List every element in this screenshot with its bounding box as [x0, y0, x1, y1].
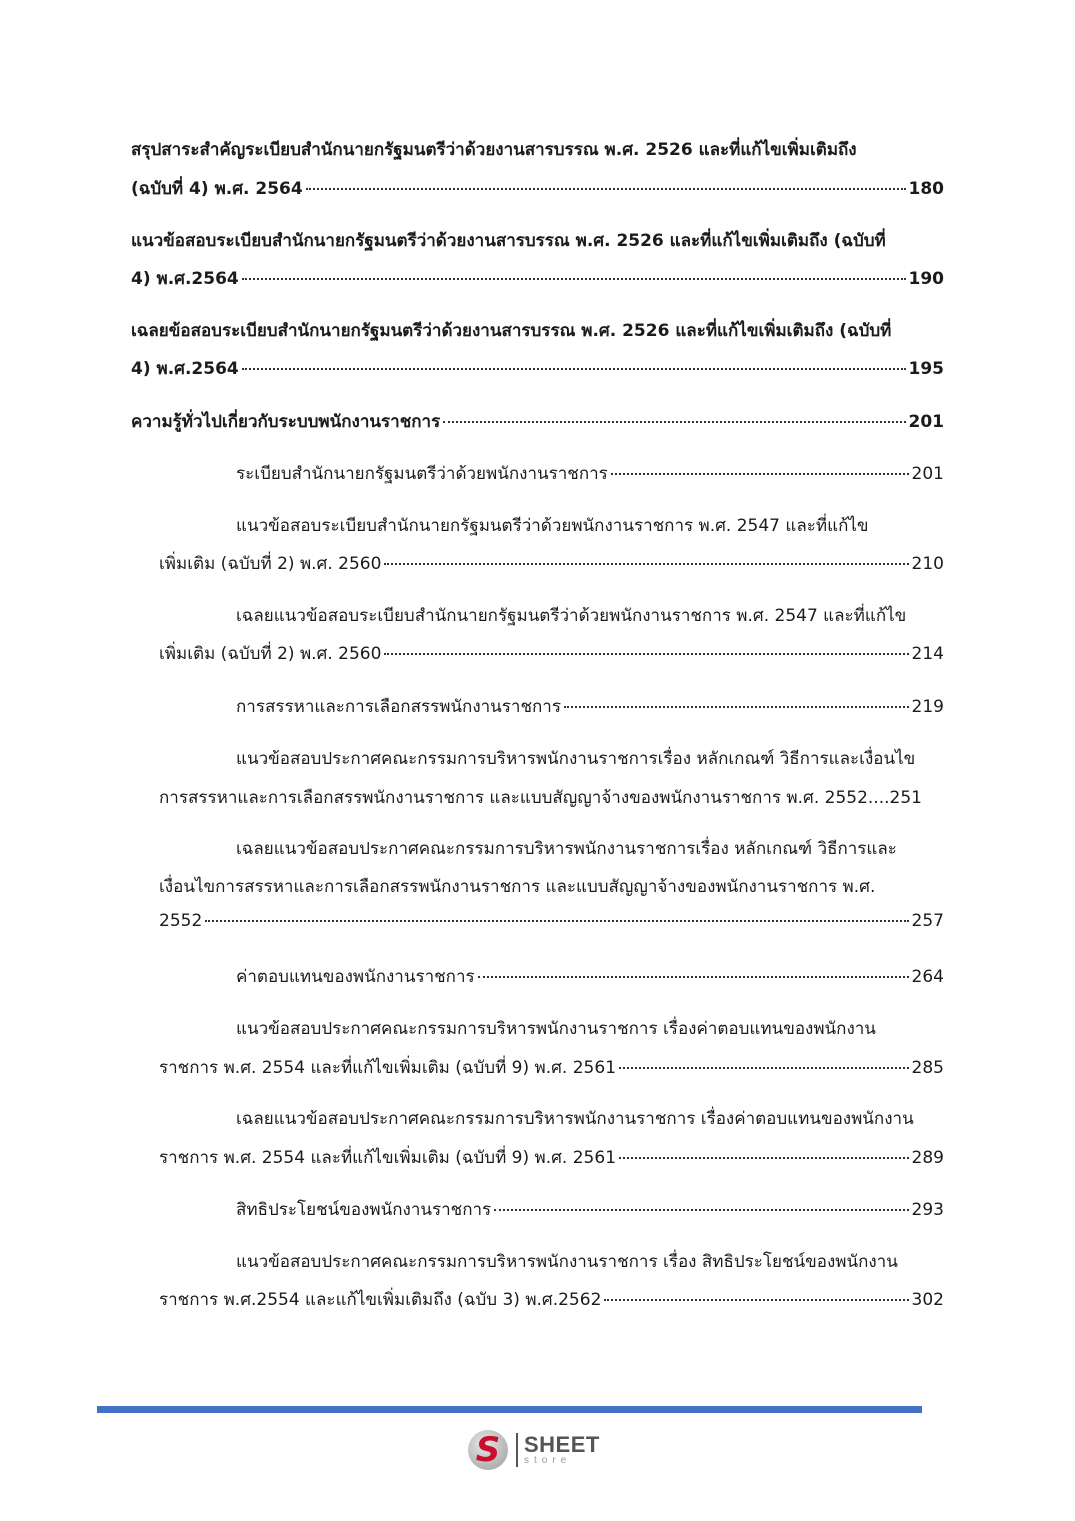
dot-leader — [384, 563, 908, 565]
toc-entry-title: สิทธิประโยชน์ของพนักงานราชการ — [236, 1200, 492, 1220]
toc-entry-leader-line — [159, 550, 944, 577]
toc-entry-leader-line — [159, 911, 944, 931]
logo-wordmark — [524, 1434, 600, 1466]
toc-entry-leader-line — [236, 1196, 944, 1223]
toc-page-number: 219 — [911, 697, 944, 717]
toc-entry-title: เฉลยแนวข้อสอบประกาศคณะกรรมการบริหารพนักงานราชการ เรื่องค่าตอบแทนของพนักงาน — [236, 1109, 914, 1129]
toc-entry-leader-line — [159, 1144, 944, 1171]
dot-leader — [242, 278, 906, 280]
toc-entry-title: การสรรหาและการเลือกสรรพนักงานราชการ — [236, 697, 561, 717]
toc-entry-leader-line — [159, 640, 944, 667]
toc-entry-title-cont: (ฉบับที่ 4) พ.ศ. 2564 — [131, 179, 303, 199]
toc-page-number: 210 — [911, 554, 944, 574]
dot-leader — [205, 920, 908, 922]
toc-page-number: 302 — [911, 1290, 944, 1310]
toc-page-number: 285 — [911, 1058, 944, 1078]
toc-entry-title-cont: เพิ่มเติม (ฉบับที่ 2) พ.ศ. 2560 — [159, 554, 382, 574]
toc-entry-title: แนวข้อสอบระเบียบสำนักนายกรัฐมนตรีว่าด้วยงานสารบรรณ พ.ศ. 2526 และที่แก้ไขเพิ่มเติมถึง (ฉบับที่ — [131, 231, 886, 251]
toc-entry-leader-line — [236, 460, 944, 487]
toc-entry-title: แนวข้อสอบประกาศคณะกรรมการบริหารพนักงานราชการเรื่อง หลักเกณฑ์ วิธีการและเงื่อนไข — [236, 749, 916, 769]
dot-leader — [242, 368, 906, 370]
toc-page-number: 190 — [908, 269, 944, 289]
toc-entry-leader-line — [236, 963, 944, 990]
sheet-store-logo — [468, 1428, 600, 1472]
toc-entry-title-cont: เพิ่มเติม (ฉบับที่ 2) พ.ศ. 2560 — [159, 644, 382, 664]
toc-entry-leader-line — [131, 355, 944, 382]
footer-divider — [97, 1406, 922, 1413]
toc-page-number: 195 — [908, 359, 944, 379]
dot-leader — [619, 1067, 909, 1069]
toc-entry-title: สรุปสาระสำคัญระเบียบสำนักนายกรัฐมนตรีว่าด้วยงานสารบรรณ พ.ศ. 2526 และที่แก้ไขเพิ่มเติมถึง — [131, 140, 857, 160]
toc-page-number: 251 — [889, 788, 922, 808]
toc-entry-title: แนวข้อสอบระเบียบสำนักนายกรัฐมนตรีว่าด้วยพนักงานราชการ พ.ศ. 2547 และที่แก้ไข — [236, 516, 869, 536]
dot-leader — [443, 421, 905, 423]
dot-leader — [564, 706, 909, 708]
dot-leader — [611, 473, 909, 475]
toc-entry-title: แนวข้อสอบประกาศคณะกรรมการบริหารพนักงานราชการ เรื่อง สิทธิประโยชน์ของพนักงาน — [236, 1252, 898, 1272]
toc-entry-title-cont: ราชการ พ.ศ. 2554 และที่แก้ไขเพิ่มเติม (ฉบับที่ 9) พ.ศ. 2561 — [159, 1058, 617, 1078]
toc-entry-leader-line — [159, 784, 944, 811]
toc-entry-title: แนวข้อสอบประกาศคณะกรรมการบริหารพนักงานราชการ เรื่องค่าตอบแทนของพนักงาน — [236, 1019, 876, 1039]
toc-page-number: 289 — [911, 1148, 944, 1168]
logo-s-icon: S — [468, 1430, 508, 1470]
toc-entry-title-cont: ราชการ พ.ศ. 2554 และที่แก้ไขเพิ่มเติม (ฉบับที่ 9) พ.ศ. 2561 — [159, 1148, 617, 1168]
toc-entry-leader-line — [159, 1054, 944, 1081]
toc-entry-title-cont: 2552 — [159, 911, 203, 931]
dot-leader — [494, 1209, 908, 1211]
logo-main-text: SHEET — [524, 1432, 600, 1457]
toc-entry-title: ระเบียบสำนักนายกรัฐมนตรีว่าด้วยพนักงานราชการ — [236, 464, 608, 484]
dot-leader — [619, 1157, 909, 1159]
toc-page-number: 214 — [911, 644, 944, 664]
toc-entry-title: ค่าตอบแทนของพนักงานราชการ — [236, 967, 475, 987]
toc-entry-title-cont: ราชการ พ.ศ.2554 และแก้ไขเพิ่มเติมถึง (ฉบับ 3) พ.ศ.2562 — [159, 1290, 602, 1310]
toc-page-number: 201 — [911, 464, 944, 484]
toc-entry-title-cont: 4) พ.ศ.2564 — [131, 359, 239, 379]
dot-leader — [478, 976, 909, 978]
toc-entry-leader-line — [159, 1286, 944, 1313]
toc-entry-title-cont: เงื่อนไขการสรรหาและการเลือกสรรพนักงานราชการ และแบบสัญญาจ้างของพนักงานราชการ พ.ศ. — [159, 877, 876, 897]
toc-entry-title: เฉลยข้อสอบระเบียบสำนักนายกรัฐมนตรีว่าด้วยงานสารบรรณ พ.ศ. 2526 และที่แก้ไขเพิ่มเติมถึง (ฉบับที่ — [131, 321, 892, 341]
toc-page-number: 257 — [911, 911, 944, 931]
toc-page-number: 201 — [908, 412, 944, 432]
toc-entry-title: ความรู้ทั่วไปเกี่ยวกับระบบพนักงานราชการ — [131, 412, 441, 432]
toc-page-number: 293 — [911, 1200, 944, 1220]
toc-entry-leader-line — [131, 265, 944, 292]
dot-leader — [306, 188, 906, 190]
toc-entry-title-cont: 4) พ.ศ.2564 — [131, 269, 239, 289]
toc-entry-leader-line — [131, 175, 944, 202]
logo-separator — [516, 1433, 518, 1467]
toc-entry-title: เฉลยแนวข้อสอบประกาศคณะกรรมการบริหารพนักงานราชการเรื่อง หลักเกณฑ์ วิธีการและ — [236, 839, 897, 859]
toc-entry-title: เฉลยแนวข้อสอบระเบียบสำนักนายกรัฐมนตรีว่าด้วยพนักงานราชการ พ.ศ. 2547 และที่แก้ไข — [236, 606, 907, 626]
toc-entry-leader-line — [236, 693, 944, 720]
toc-entry-leader-line — [131, 408, 944, 435]
dot-leader — [384, 653, 908, 655]
dot-leader — [604, 1299, 908, 1301]
toc-page-number: 264 — [911, 967, 944, 987]
toc-entry-title-cont: การสรรหาและการเลือกสรรพนักงานราชการ และแบบสัญญาจ้างของพนักงานราชการ พ.ศ. 2552.... — [159, 788, 890, 808]
logo-sub-text: store — [524, 1455, 572, 1466]
toc-page-number: 180 — [908, 179, 944, 199]
